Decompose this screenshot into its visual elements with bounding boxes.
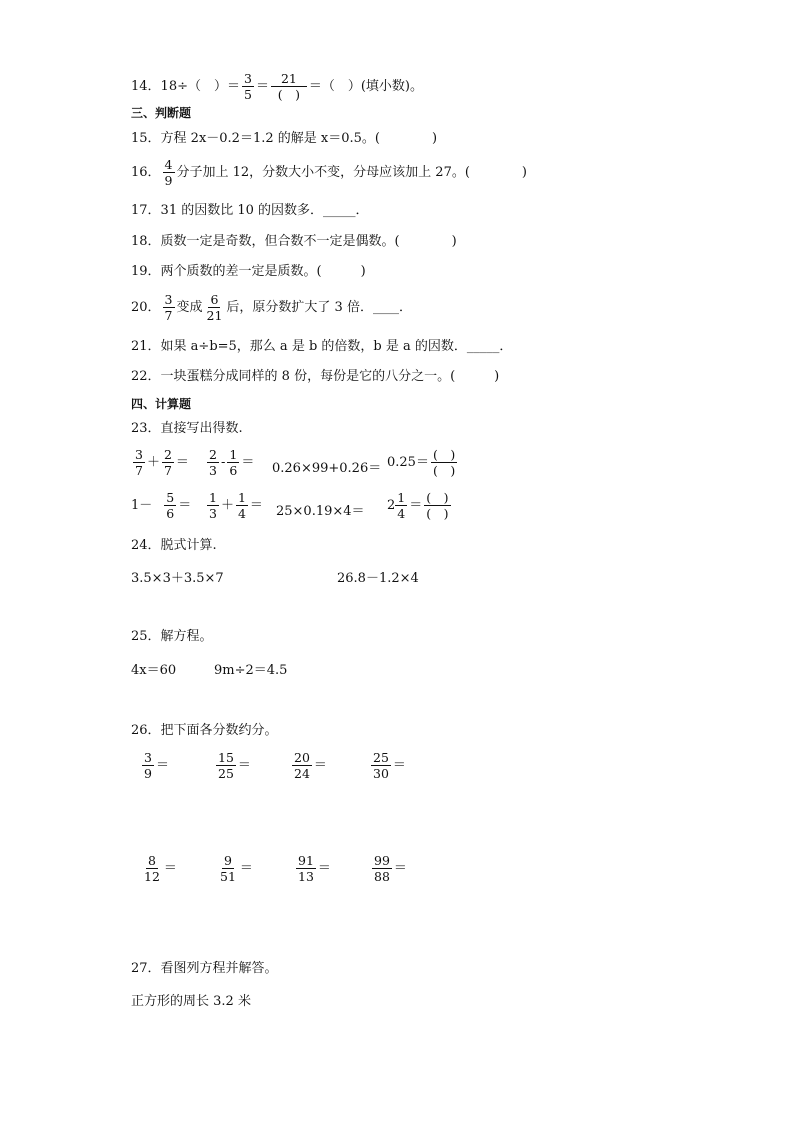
question-21: 21．如果 a÷b=5，那么 a 是 b 的倍数，b 是 a 的因数．_____． bbox=[131, 339, 513, 354]
question-18: 18．质数一定是奇数，但合数不一定是偶数。( ) bbox=[131, 234, 457, 249]
q23-item-5: 1－ $\frac{5}{6}$ ＝ bbox=[131, 490, 192, 521]
q23-item-7: 25×0.19×4＝ bbox=[276, 504, 365, 519]
question-19: 19．两个质数的差一定是质数。( ) bbox=[131, 264, 366, 279]
q26-fraction-5: $\frac{8}{12}$ ＝ bbox=[144, 853, 177, 884]
q23-item-2: $\frac{2}{3}$ - $\frac{1}{6}$ ＝ bbox=[209, 447, 255, 478]
question-17: 17．31 的因数比 10 的因数多．_____． bbox=[131, 203, 369, 218]
fraction: $\frac{3}{5}$ bbox=[243, 71, 252, 102]
q26-fraction-6: $\frac{9}{51}$ ＝ bbox=[220, 853, 253, 884]
q24-expression-2: 26.8－1.2×4 bbox=[337, 571, 419, 586]
question-20: 20． $\frac{3}{7}$ 变成 $\frac{6}{21}$ 后，原分数扩大了 3 倍．____． bbox=[131, 292, 412, 323]
question-16: 16． $\frac{4}{9}$ 分子加上 12，分数大小不变，分母应该加上 27。( ) bbox=[131, 157, 527, 188]
section-heading-calculation: 四、计算题 bbox=[131, 397, 192, 411]
q26-fraction-4: $\frac{25}{30}$ ＝ bbox=[373, 750, 406, 781]
question-26-title: 26．把下面各分数约分。 bbox=[131, 723, 278, 738]
fraction: $\frac{21}{( )}$ bbox=[271, 72, 307, 101]
question-23-title: 23．直接写出得数. bbox=[131, 421, 243, 436]
q26-fraction-3: $\frac{20}{24}$ ＝ bbox=[294, 750, 327, 781]
q23-item-3: 0.26×99+0.26＝ bbox=[272, 461, 382, 476]
q23-item-6: $\frac{1}{3}$ ＋ $\frac{1}{4}$ ＝ bbox=[209, 490, 263, 521]
q26-fraction-1: $\frac{3}{9}$ ＝ bbox=[144, 750, 169, 781]
q27-caption: 正方形的周长 3.2 米 bbox=[131, 994, 251, 1009]
fraction: $\frac{4}{9}$ bbox=[164, 157, 173, 188]
q25-equation-1: 4x＝60 bbox=[131, 663, 177, 678]
section-heading-judgement: 三、判断题 bbox=[131, 106, 192, 120]
q23-item-1: $\frac{3}{7}$ ＋ $\frac{2}{7}$ ＝ bbox=[135, 447, 189, 478]
q24-expression-1: 3.5×3＋3.5×7 bbox=[131, 571, 224, 586]
q25-equation-2: 9m÷2＝4.5 bbox=[214, 663, 288, 678]
q23-item-8: 2 $\frac{1}{4}$ ＝ $\frac{( )}{( )}$ bbox=[387, 490, 449, 521]
q23-item-4: 0.25＝ $\frac{( )}{( )}$ bbox=[387, 447, 456, 478]
fraction: $\frac{3}{7}$ bbox=[164, 292, 173, 323]
question-22: 22．一块蛋糕分成同样的 8 份，每份是它的八分之一。( ) bbox=[131, 369, 500, 384]
q26-fraction-8: $\frac{99}{88}$ ＝ bbox=[374, 853, 407, 884]
q26-fraction-7: $\frac{91}{13}$ ＝ bbox=[298, 853, 331, 884]
question-24-title: 24．脱式计算. bbox=[131, 538, 217, 553]
question-25-title: 25．解方程。 bbox=[131, 629, 213, 644]
fraction: $\frac{6}{21}$ bbox=[206, 292, 223, 323]
question-14: 14．18÷（ ）＝ $\frac{3}{5}$ ＝ $\frac{21}{( )}$ ＝（ ）(填小数)。 bbox=[131, 71, 424, 102]
question-15: 15．方程 2x－0.2＝1.2 的解是 x＝0.5。( ) bbox=[131, 131, 438, 146]
q26-fraction-2: $\frac{15}{25}$ ＝ bbox=[218, 750, 251, 781]
question-27-title: 27．看图列方程并解答。 bbox=[131, 961, 278, 976]
